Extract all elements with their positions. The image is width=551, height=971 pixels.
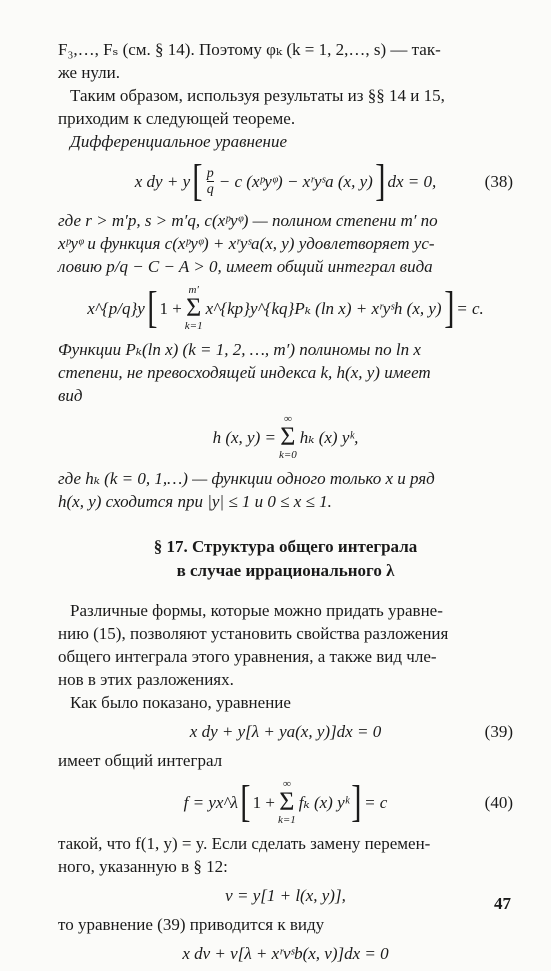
sum-bottom: k=0	[278, 449, 297, 461]
text-line: xᵖyᵠ и функция c(xᵖyᵠ) + xʳyˢa(x, y) удовлетворяет ус-	[58, 234, 435, 253]
heading-line: § 17. Структура общего интеграла	[153, 537, 418, 556]
equation-number: (38)	[484, 171, 513, 191]
text-line: h(x, y) сходится при |y| ≤ 1 и 0 ≤ x ≤ 1.	[58, 492, 332, 511]
text-line: Различные формы, которые можно придать уравне-	[70, 601, 443, 620]
text-line: же нули.	[58, 63, 120, 82]
equation-h	[58, 413, 513, 461]
eq38-fraction	[207, 166, 214, 197]
text-line: такой, что f(1, y) = y. Если сделать замену перемен-	[58, 834, 431, 853]
eq40-body: fₖ (x) yᵏ	[298, 792, 350, 812]
eqh-left: h (x, y) =	[212, 427, 276, 447]
text-line: нию (15), позволяют установить свойства разложения	[58, 624, 449, 643]
equation-number: (39)	[484, 722, 513, 741]
text-line: вид	[58, 386, 83, 405]
equation-39	[58, 720, 513, 743]
sigma-icon: Σ	[279, 787, 295, 816]
text-line: ловию p/q − C − A > 0, имеет общий интеграл вида	[58, 257, 433, 276]
text-line: имеет общий интеграл	[58, 751, 223, 770]
text-line: то уравнение (39) приводится к виду	[58, 915, 325, 934]
eqint-body: x^{kp}y^{kq}Pₖ (ln x) + xʳyˢh (x, y)	[205, 298, 442, 318]
sigma-icon: Σ	[186, 293, 202, 322]
eq40-left: f = yx^λ	[183, 792, 238, 812]
eq38-right: dx = 0,	[387, 171, 437, 191]
text-line: Как было показано, уравнение	[70, 693, 291, 712]
eq38-inner: − c (xᵖyᵠ) − xʳyˢa (x, y)	[218, 171, 373, 191]
eqint-right: = c.	[456, 298, 484, 318]
text-line: нов в этих разложениях.	[58, 670, 234, 689]
text-line: где hₖ (k = 0, 1,…) — функции одного только x и ряд	[58, 469, 435, 488]
frac-den: q	[206, 181, 214, 197]
equation-v	[58, 884, 513, 907]
left-bracket: [	[240, 777, 251, 826]
frac-num: p	[206, 165, 214, 181]
text-line: где r > m′p, s > m′q, c(xᵖyᵠ) — полином степени m′ по	[58, 211, 438, 230]
text-line: общего интеграла этого уравнения, а также вид чле-	[58, 647, 437, 666]
eqint-left: x^{p/q}y	[87, 298, 145, 318]
eqint-one: 1 +	[159, 298, 182, 318]
sum-operator	[278, 778, 296, 826]
page-number: 47	[494, 894, 511, 913]
eqlast-text: x dv + v[λ + xʳvˢb(x, v)]dx = 0	[182, 944, 389, 963]
sigma-icon: Σ	[280, 422, 296, 451]
equation-number: (40)	[484, 792, 513, 812]
section-heading	[58, 535, 513, 583]
text-line: ного, указанную в § 12:	[58, 857, 228, 876]
equation-integral	[58, 284, 513, 332]
text-line: Таким образом, используя результаты из §§ 14 и 15,	[70, 86, 445, 105]
sum-top: ∞	[283, 413, 292, 425]
equation-last	[58, 942, 513, 965]
equation-40	[58, 778, 513, 826]
left-bracket: [	[192, 156, 203, 205]
eq40-right: = c	[364, 792, 388, 812]
eqv-text: v = y[1 + l(x, y)],	[225, 886, 346, 905]
eq38-left: x dy + y	[134, 171, 191, 191]
text-line: степени, не превосходящей индекса k, h(x, y) имеет	[58, 363, 431, 382]
right-bracket: ]	[374, 156, 386, 205]
eq40-one: 1 +	[252, 792, 275, 812]
heading-line: в случае иррационального λ	[176, 561, 395, 580]
text-line: приходим к следующей теореме.	[58, 109, 296, 128]
sum-bottom: k=1	[184, 320, 203, 332]
equation-38	[58, 156, 513, 205]
text-line: F₃,…, Fₛ (см. § 14). Поэтому φₖ (k = 1, 2,…, s) — так-	[58, 40, 441, 59]
text-line: Дифференциальное уравнение	[70, 132, 288, 151]
sum-top: m′	[188, 284, 199, 296]
left-bracket: [	[146, 283, 158, 332]
text-line: Функции Pₖ(ln x) (k = 1, 2, …, m′) полиномы по ln x	[58, 340, 421, 359]
sum-top: ∞	[282, 778, 291, 790]
eqh-body: hₖ (x) yᵏ,	[299, 427, 359, 447]
sum-operator	[279, 413, 297, 461]
right-bracket: ]	[443, 283, 455, 332]
sum-bottom: k=1	[277, 814, 296, 826]
eq39-text: x dy + y[λ + ya(x, y)]dx = 0	[189, 722, 382, 741]
sum-operator	[185, 284, 203, 332]
page-content	[58, 38, 513, 971]
right-bracket: ]	[351, 777, 362, 826]
